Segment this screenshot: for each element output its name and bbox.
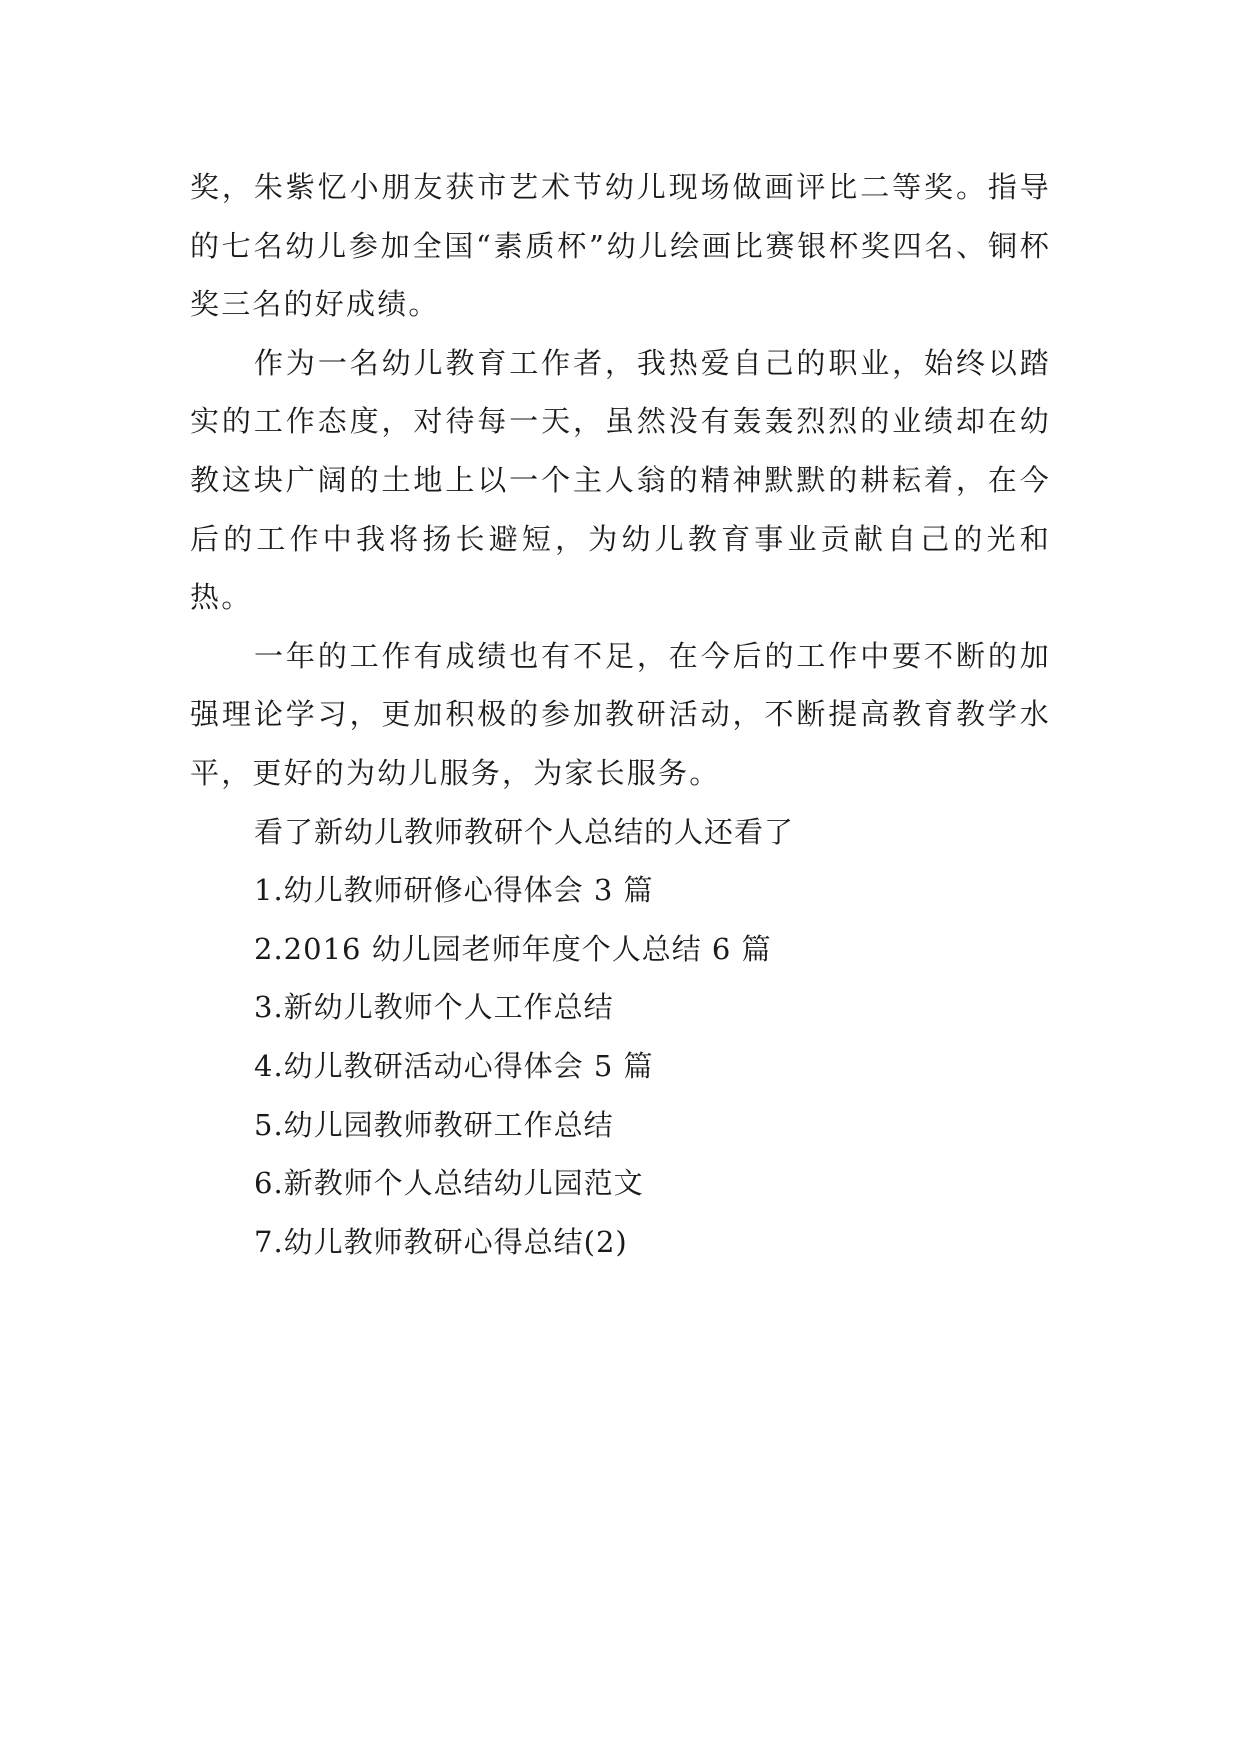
related-item[interactable] <box>190 1154 1051 1213</box>
related-item-title[interactable]: 幼儿园教师教研工作总结 <box>283 1107 614 1142</box>
related-item[interactable] <box>190 1213 1051 1272</box>
paragraph-awards: 奖，朱紫忆小朋友获市艺术节幼儿现场做画评比二等奖。指导的七名幼儿参加全国“素质杯”幼儿绘画比赛银杯奖四名、铜杯奖三名的好成绩。 <box>190 170 1051 322</box>
related-item-number: 4. <box>254 1048 284 1083</box>
related-item-title[interactable]: 幼儿教师教研心得总结(2) <box>283 1224 628 1259</box>
related-item-number: 3. <box>254 990 284 1025</box>
paragraph-career: 作为一名幼儿教育工作者，我热爱自己的职业，始终以踏实的工作态度，对待每一天，虽然没有轰轰烈烈的业绩却在幼教这块广阔的土地上以一个主人翁的精神默默的耕耘着，在今后的工作中我将扬长避短，为幼儿教育事业贡献自己的光和热。 <box>190 345 1051 615</box>
related-item-number: 5. <box>254 1107 284 1142</box>
related-item-title[interactable]: 幼儿教师研修心得体会 3 篇 <box>283 873 654 908</box>
related-list <box>190 861 1051 1271</box>
related-item[interactable] <box>190 978 1051 1037</box>
related-item-title[interactable]: 新教师个人总结幼儿园范文 <box>283 1166 644 1201</box>
related-heading: 看了新幼儿教师教研个人总结的人还看了 <box>254 814 795 849</box>
document-body <box>190 158 1051 1271</box>
related-item[interactable] <box>190 861 1051 920</box>
related-item-number: 6. <box>254 1166 284 1201</box>
paragraph-reflection: 一年的工作有成绩也有不足，在今后的工作中要不断的加强理论学习，更加积极的参加教研活动，不断提高教育教学水平，更好的为幼儿服务，为家长服务。 <box>190 638 1051 790</box>
related-item-title[interactable]: 新幼儿教师个人工作总结 <box>283 990 614 1025</box>
related-item[interactable] <box>190 1096 1051 1155</box>
related-item-title[interactable]: 幼儿教研活动心得体会 5 篇 <box>283 1048 654 1083</box>
related-item[interactable] <box>190 920 1051 979</box>
related-item-title[interactable]: 2016 幼儿园老师年度个人总结 6 篇 <box>283 931 772 966</box>
related-item-number: 7. <box>254 1224 284 1259</box>
related-item[interactable] <box>190 1037 1051 1096</box>
related-item-number: 2. <box>254 931 284 966</box>
related-item-number: 1. <box>254 873 284 908</box>
